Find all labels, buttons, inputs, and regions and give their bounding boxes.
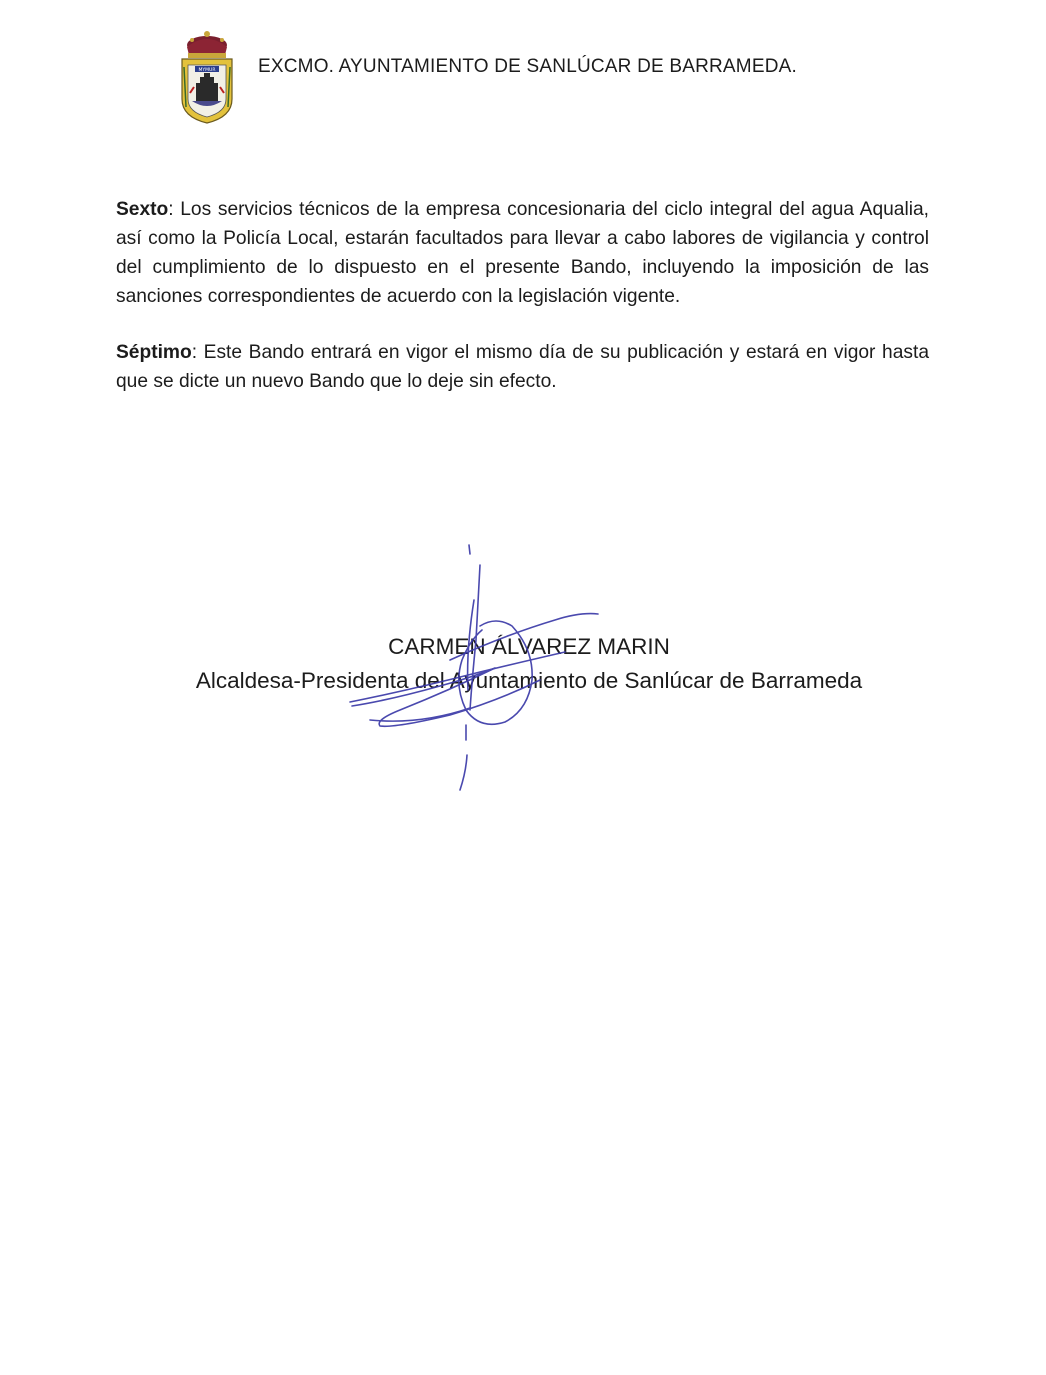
signatory-name: CARMEN ÁLVAREZ MARIN [388,634,670,659]
institution-name: EXCMO. AYUNTAMIENTO DE SANLÚCAR DE BARRAMEDA. [258,56,797,77]
letterhead [178,26,797,126]
article-text: : Los servicios técnicos de la empresa concesionaria del ciclo integral del agua Aqualia, así como la Policía Local, estarán facultados para llevar a cabo labores de vigilancia y control del cumplimiento de lo dispuesto en el presente Bando, incluyendo la imposición de las sanciones correspondientes de acuerdo con la legislación vigente. [116,199,929,308]
article-label: Séptimo [116,342,192,364]
article-text: : Este Bando entrará en vigor el mismo día de su publicación y estará en vigor hasta que se dicte un nuevo Bando que lo deje sin efecto. [116,342,929,393]
signatory-title: Alcaldesa-Presidenta del Ayuntamiento de Sanlúcar de Barrameda [195,668,863,693]
coat-of-arms-icon [178,27,236,125]
article-sexto [116,195,929,311]
crest-text: MYMUR [198,68,216,73]
article-label: Sexto [116,199,169,221]
article-septimo [116,338,929,396]
